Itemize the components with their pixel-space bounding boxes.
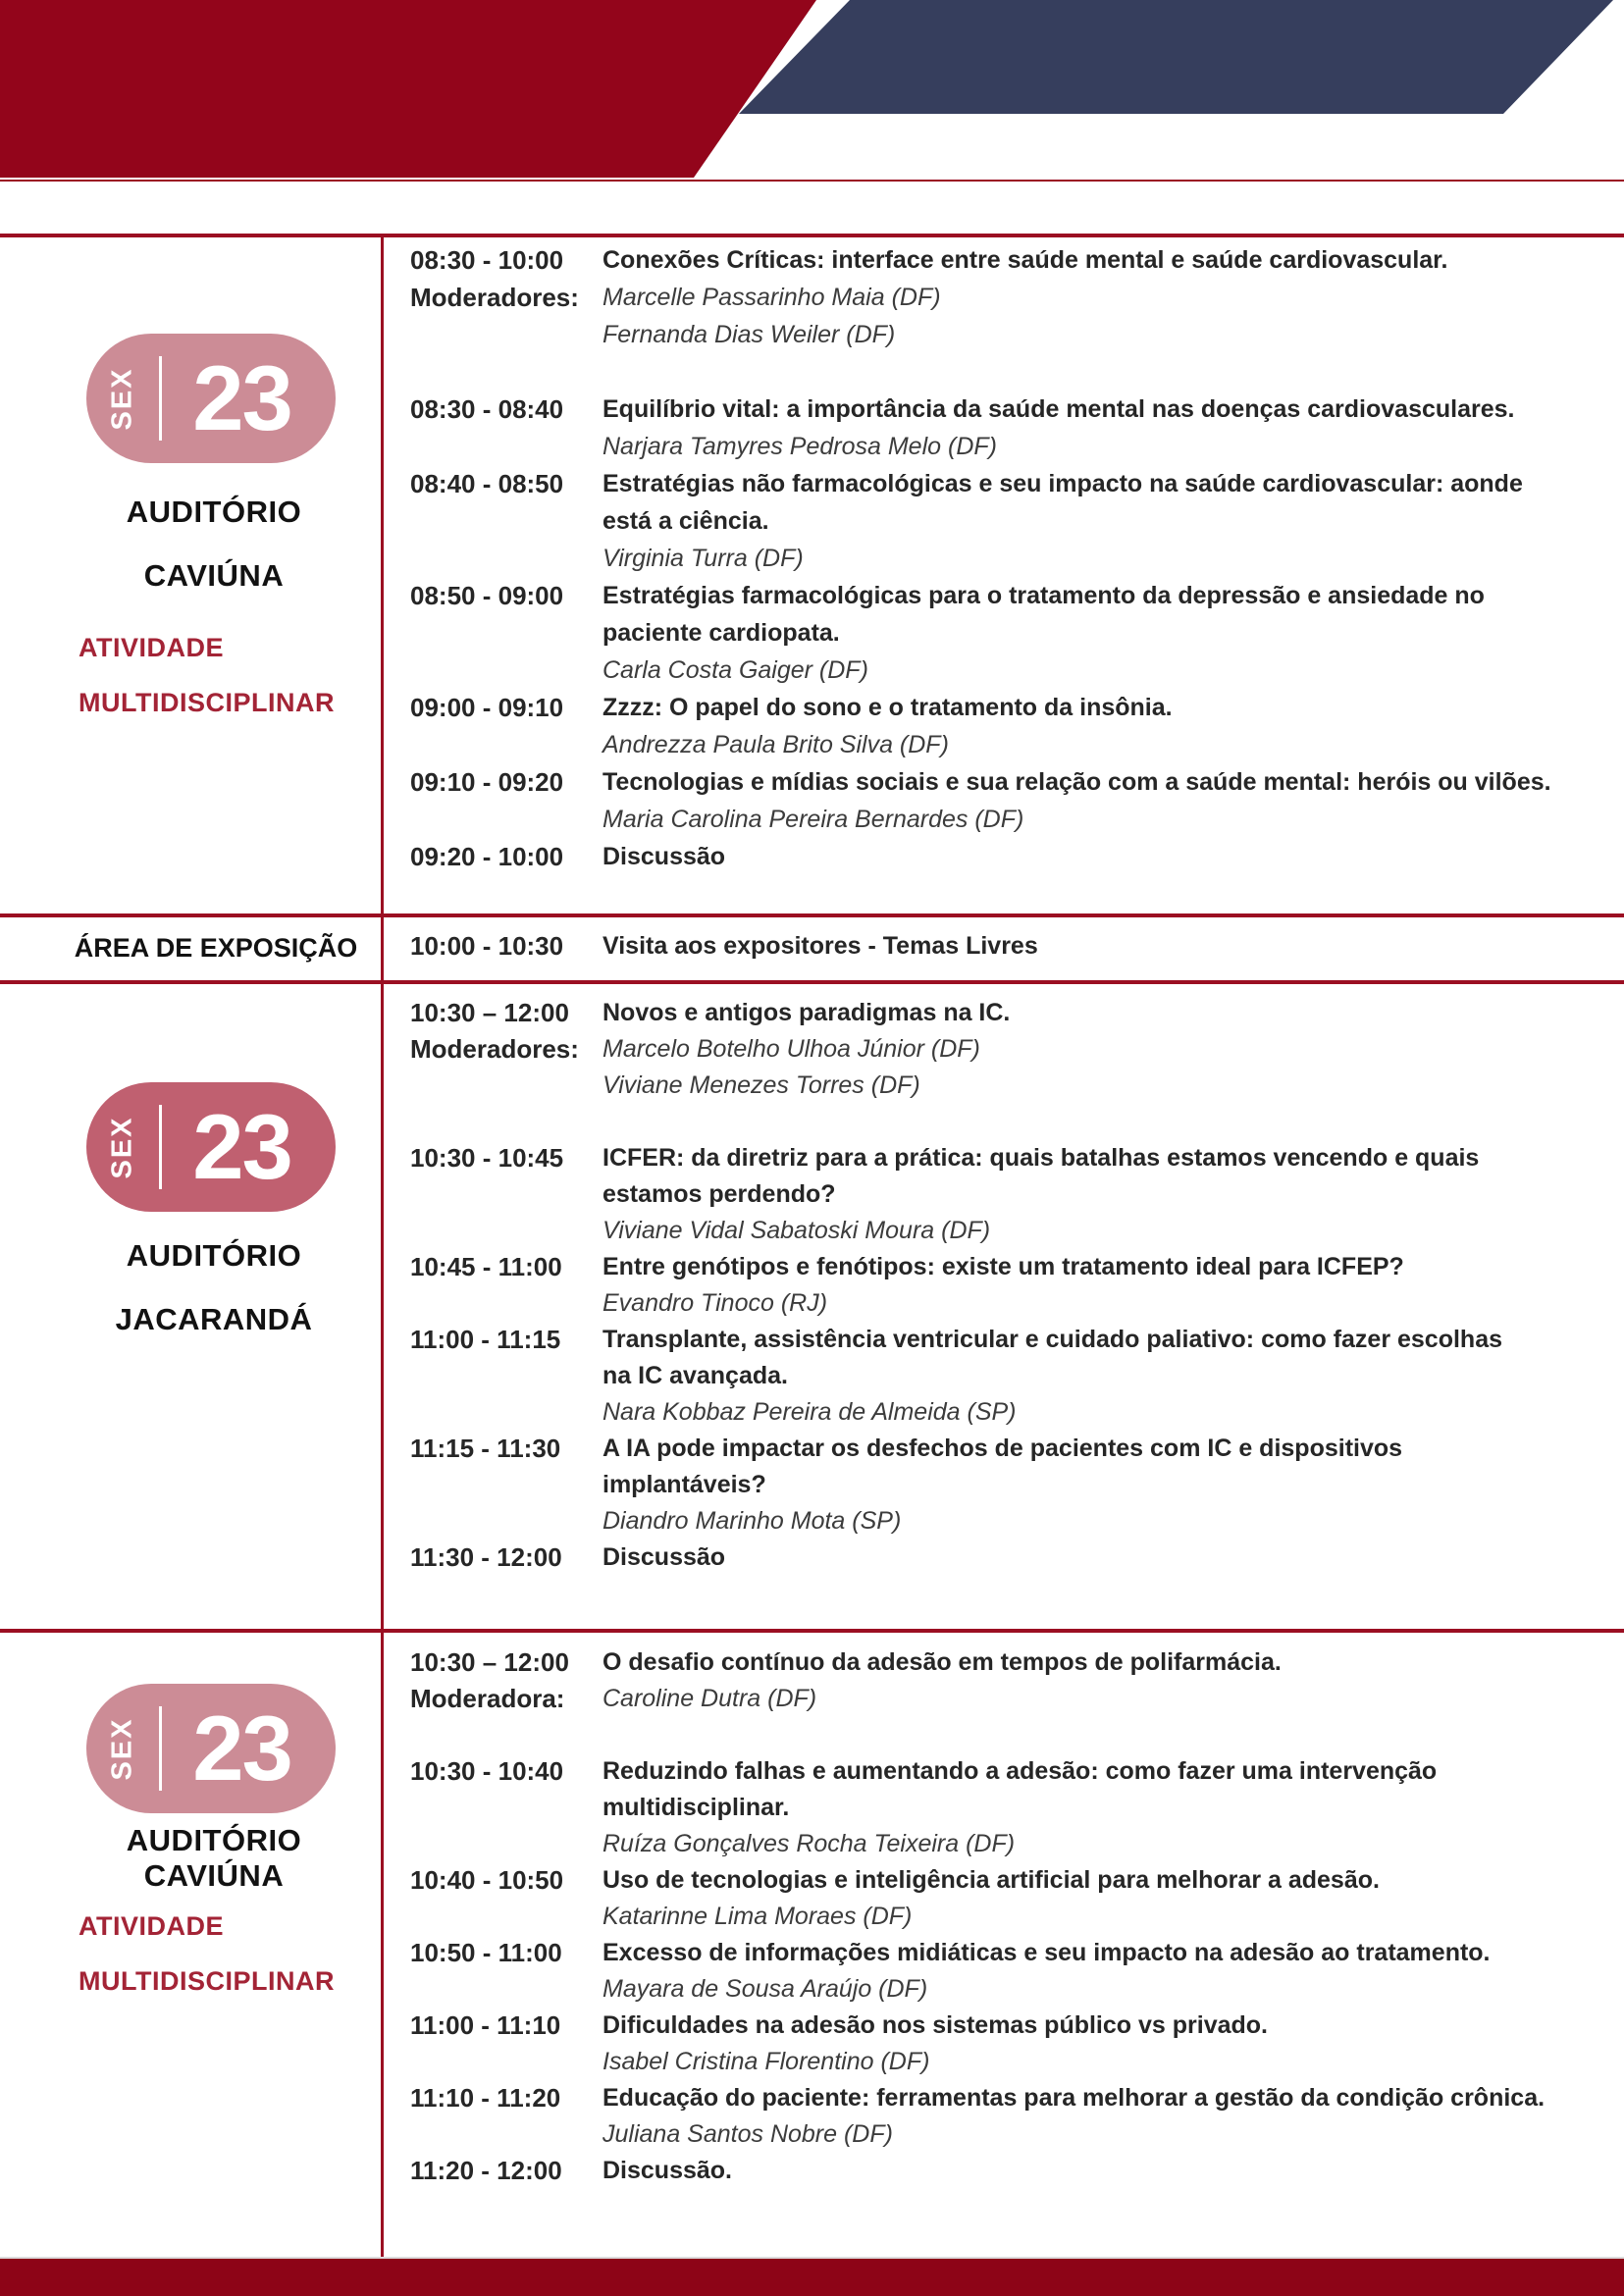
time-cell: 11:00 - 11:10 xyxy=(410,2010,561,2040)
schedule-row xyxy=(410,1681,1612,1717)
schedule-row xyxy=(410,927,1612,965)
schedule-row xyxy=(410,241,1612,279)
time-cell: 08:30 - 08:40 xyxy=(410,393,564,424)
session-text: Reduzindo falhas e aumentando a adesão: como fazer uma intervenção xyxy=(602,1757,1438,1785)
schedule-row xyxy=(410,1899,1612,1935)
session-text: Narjara Tamyres Pedrosa Melo (DF) xyxy=(602,432,997,460)
schedule-row xyxy=(410,1285,1612,1322)
schedule-row xyxy=(410,2116,1612,2153)
divider xyxy=(0,1629,1624,1633)
time-cell: 10:30 - 10:40 xyxy=(410,1756,564,1786)
venue-name: CAVIÚNA xyxy=(143,558,285,593)
schedule-rows-caviuna-late xyxy=(410,1644,1612,2189)
schedule-row xyxy=(410,1176,1612,1213)
schedule-row xyxy=(410,316,1612,353)
venue-name: JACARANDÁ xyxy=(115,1302,313,1336)
schedule-row xyxy=(410,1503,1612,1539)
day-badge xyxy=(86,1082,336,1212)
session-text: Viviane Vidal Sabatoski Moura (DF) xyxy=(602,1217,991,1244)
session-text: está a ciência. xyxy=(602,506,769,535)
activity-label: ATIVIDADE xyxy=(79,1911,225,1941)
schedule-row xyxy=(410,2008,1612,2044)
time-cell: 09:20 - 10:00 xyxy=(410,841,564,871)
session-text: estamos perdendo? xyxy=(602,1180,836,1208)
badge-day-label: SEX xyxy=(106,1115,138,1179)
session-text: Discussão xyxy=(602,842,726,870)
session-text: O desafio contínuo da adesão em tempos de polifarmácia. xyxy=(602,1648,1282,1676)
schedule-row xyxy=(410,995,1612,1031)
session-text: Conexões Críticas: interface entre saúde mental e saúde cardiovascular. xyxy=(602,245,1448,274)
schedule-row xyxy=(410,1140,1612,1176)
time-cell: 10:30 – 12:00 xyxy=(410,1647,569,1677)
session-text: Visita aos expositores - Temas Livres xyxy=(602,931,1038,960)
session-text: Carla Costa Gaiger (DF) xyxy=(602,655,868,684)
session-text: multidisciplinar. xyxy=(602,1794,790,1821)
schedule-row xyxy=(410,2080,1612,2116)
schedule-row xyxy=(410,1394,1612,1431)
activity-label: ATIVIDADE xyxy=(79,633,225,662)
time-cell: 08:40 - 08:50 xyxy=(410,468,564,498)
time-cell: 10:40 - 10:50 xyxy=(410,1865,564,1895)
schedule-row xyxy=(410,577,1612,614)
session-text: Mayara de Sousa Araújo (DF) xyxy=(602,1975,928,2003)
column-divider xyxy=(381,234,384,2257)
session-text: Isabel Cristina Florentino (DF) xyxy=(602,2048,930,2075)
time-cell: 11:00 - 11:15 xyxy=(410,1325,561,1354)
schedule-row xyxy=(410,689,1612,726)
schedule-row xyxy=(410,1467,1612,1503)
session-text: Andrezza Paula Brito Silva (DF) xyxy=(602,730,949,758)
schedule-row xyxy=(410,838,1612,875)
session-text: paciente cardiopata. xyxy=(602,618,840,647)
session-text: Discussão. xyxy=(602,2157,733,2184)
session-text: Juliana Santos Nobre (DF) xyxy=(602,2120,893,2148)
session-text: Evandro Tinoco (RJ) xyxy=(602,1289,828,1317)
divider xyxy=(0,180,1624,182)
schedule-row xyxy=(410,1249,1612,1285)
schedule-row xyxy=(410,1644,1612,1681)
schedule-row xyxy=(410,1790,1612,1826)
time-cell: 11:20 - 12:00 xyxy=(410,2156,562,2185)
badge-day-label: SEX xyxy=(106,366,138,431)
schedule-row xyxy=(410,1971,1612,2008)
session-text: Estratégias não farmacológicas e seu impacto na saúde cardiovascular: aonde xyxy=(602,469,1523,497)
session-text: Entre genótipos e fenótipos: existe um tratamento ideal para ICFEP? xyxy=(602,1253,1404,1280)
day-badge xyxy=(86,1684,336,1813)
session-text: Dificuldades na adesão nos sistemas público vs privado. xyxy=(602,2011,1268,2039)
footer-band xyxy=(0,2257,1624,2296)
time-cell: 09:00 - 09:10 xyxy=(410,692,564,722)
session-text: Marcelle Passarinho Maia (DF) xyxy=(602,283,941,311)
badge-day-number: 23 xyxy=(192,346,291,449)
session-text: implantáveis? xyxy=(602,1471,766,1498)
session-text: Novos e antigos paradigmas na IC. xyxy=(602,999,1011,1026)
schedule-row xyxy=(410,1358,1612,1394)
schedule-row xyxy=(410,465,1612,502)
session-text: Tecnologias e mídias sociais e sua relação com a saúde mental: heróis ou vilões. xyxy=(602,767,1551,796)
session-text: Estratégias farmacológicas para o tratamento da depressão e ansiedade no xyxy=(602,581,1485,609)
page-header xyxy=(0,0,1624,183)
divider xyxy=(0,234,1624,237)
time-cell: 11:15 - 11:30 xyxy=(410,1434,561,1463)
schedule-row xyxy=(410,2044,1612,2080)
session-text: Equilíbrio vital: a importância da saúde mental nas doenças cardiovasculares. xyxy=(602,394,1515,423)
session-text: Maria Carolina Pereira Bernardes (DF) xyxy=(602,805,1024,833)
schedule-row xyxy=(410,1322,1612,1358)
time-cell: 08:50 - 09:00 xyxy=(410,580,564,610)
time-cell: Moderadores: xyxy=(410,282,579,312)
session-text: ICFER: da diretriz para a prática: quais batalhas estamos vencendo e quais xyxy=(602,1144,1480,1172)
session-text: Marcelo Botelho Ulhoa Júnior (DF) xyxy=(602,1035,980,1063)
badge-day-label: SEX xyxy=(106,1716,138,1781)
schedule-row xyxy=(410,1213,1612,1249)
session-text: Ruíza Gonçalves Rocha Teixeira (DF) xyxy=(602,1830,1016,1857)
schedule-row xyxy=(410,279,1612,316)
badge-day-number: 23 xyxy=(192,1696,291,1800)
activity-label: MULTIDISCIPLINAR xyxy=(79,1966,335,1996)
schedule-row xyxy=(410,1431,1612,1467)
session-text: Zzzz: O papel do sono e o tratamento da insônia. xyxy=(602,693,1173,721)
schedule-row xyxy=(410,502,1612,540)
time-cell: 10:50 - 11:00 xyxy=(410,1938,562,1967)
time-cell: 10:30 – 12:00 xyxy=(410,998,569,1027)
time-cell: 10:30 - 10:45 xyxy=(410,1143,564,1173)
time-cell: 09:10 - 09:20 xyxy=(410,766,564,797)
time-cell: 11:30 - 12:00 xyxy=(410,1542,562,1572)
session-text: A IA pode impactar os desfechos de pacientes com IC e dispositivos xyxy=(602,1435,1403,1462)
schedule-row xyxy=(410,1753,1612,1790)
schedule-row xyxy=(410,391,1612,428)
schedule-row xyxy=(410,2153,1612,2189)
venue-name: CAVIÚNA xyxy=(143,1858,285,1893)
session-text: Caroline Dutra (DF) xyxy=(602,1685,817,1712)
time-cell: 08:30 - 10:00 xyxy=(410,244,564,275)
session-text: Viviane Menezes Torres (DF) xyxy=(602,1071,920,1099)
schedule-row xyxy=(410,1935,1612,1971)
session-text: na IC avançada. xyxy=(602,1362,788,1389)
schedule-row xyxy=(410,1068,1612,1104)
schedule-row xyxy=(410,614,1612,652)
schedule-row xyxy=(410,428,1612,465)
time-cell: 10:00 - 10:30 xyxy=(410,930,564,961)
schedule-row xyxy=(410,1862,1612,1899)
session-text: Virginia Turra (DF) xyxy=(602,544,804,572)
schedule-row xyxy=(410,726,1612,763)
schedule-row xyxy=(410,1539,1612,1576)
day-badge xyxy=(86,334,336,463)
schedule-row xyxy=(410,652,1612,689)
session-text: Educação do paciente: ferramentas para melhorar a gestão da condição crônica. xyxy=(602,2084,1545,2112)
divider xyxy=(0,913,1624,917)
session-text: Katarinne Lima Moraes (DF) xyxy=(602,1903,913,1930)
schedule-row xyxy=(410,540,1612,577)
divider xyxy=(0,980,1624,984)
schedule-rows-caviuna-morning xyxy=(410,241,1612,875)
schedule-row xyxy=(410,1826,1612,1862)
session-text: Nara Kobbaz Pereira de Almeida (SP) xyxy=(602,1398,1017,1426)
session-text: Fernanda Dias Weiler (DF) xyxy=(602,320,896,348)
session-text: Diandro Marinho Mota (SP) xyxy=(602,1507,902,1535)
time-cell: Moderadora: xyxy=(410,1684,565,1713)
schedule-row xyxy=(410,801,1612,838)
exposition-row xyxy=(410,927,1612,965)
venue-name: AUDITÓRIO xyxy=(126,1238,302,1273)
session-text: Excesso de informações midiáticas e seu impacto na adesão ao tratamento. xyxy=(602,1939,1491,1966)
session-text: Discussão xyxy=(602,1543,726,1571)
schedule-rows-jacaranda xyxy=(410,995,1612,1576)
session-text: Transplante, assistência ventricular e cuidado paliativo: como fazer escolhas xyxy=(602,1326,1503,1353)
time-cell: 11:10 - 11:20 xyxy=(410,2083,561,2113)
badge-day-number: 23 xyxy=(192,1095,291,1198)
schedule-row xyxy=(410,763,1612,801)
time-cell: 10:45 - 11:00 xyxy=(410,1252,562,1281)
venue-name: AUDITÓRIO xyxy=(126,495,302,529)
session-text: Uso de tecnologias e inteligência artificial para melhorar a adesão. xyxy=(602,1866,1380,1894)
schedule-row xyxy=(410,1031,1612,1068)
venue-name: AUDITÓRIO xyxy=(126,1823,302,1857)
time-cell: Moderadores: xyxy=(410,1034,579,1064)
exposition-label: ÁREA DE EXPOSIÇÃO xyxy=(74,933,358,963)
activity-label: MULTIDISCIPLINAR xyxy=(79,688,335,717)
